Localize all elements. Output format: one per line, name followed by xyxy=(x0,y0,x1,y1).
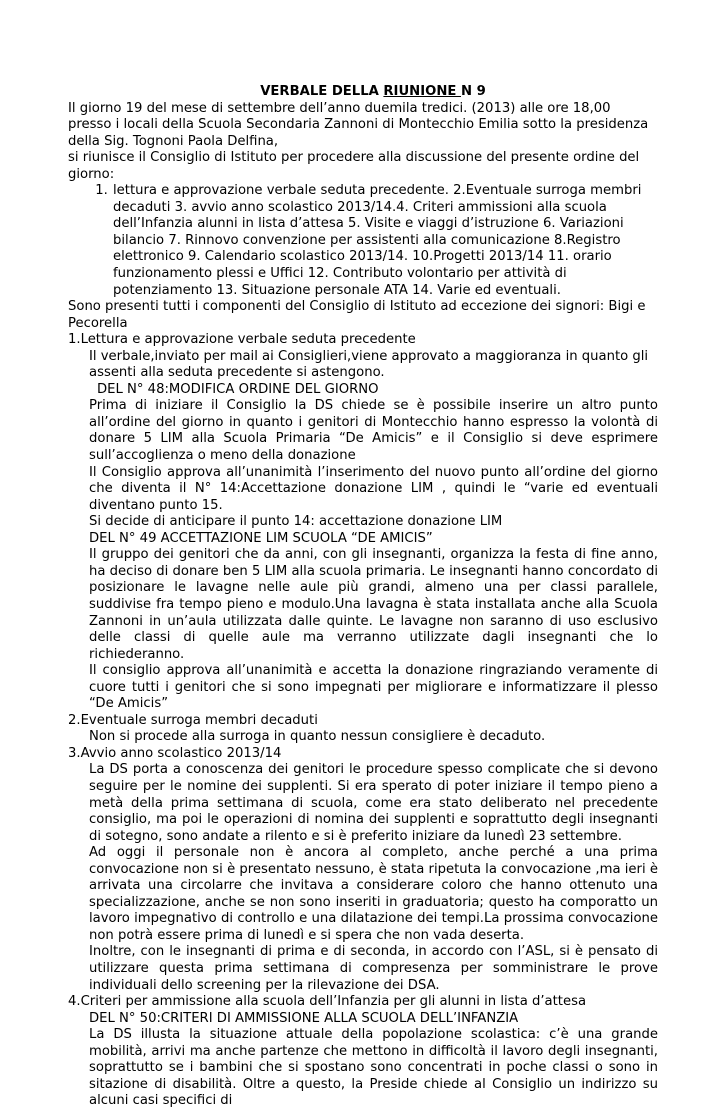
document-page xyxy=(68,84,658,1110)
section-3-heading: 3.Avvio anno scolastico 2013/14 xyxy=(68,745,282,761)
section-1-paragraph: Prima di iniziare il Consiglio la DS chiede se è possibile inserire un altro punto all’ordine del giorno in quanto i genitori di Montecchio hanno espresso la volontà di donare 5 LIM alla Scuola Primaria “De Amicis” e il Consiglio si deve esprimere sull’accoglienza o meno della donazione xyxy=(89,398,658,464)
section-2-heading: 2.Eventuale surroga membri decaduti xyxy=(68,712,318,728)
presenti-paragraph: Sono presenti tutti i componenti del Consiglio di Istituto ad eccezione dei signori: Bigi e Pecorella xyxy=(68,299,646,331)
section-3-paragraph: Ad oggi il personale non è ancora al completo, anche perché a una prima convocazione non si è presentato nessuno, è stata ripetuta la convocazione ,ma ieri è arrivata una circolarre che invitava a considerare coloro che hanno ottenuto una specializzazione, anche se non sono inseriti in graduatoria; questo ha comporatto un lavoro impegnativo di controllo e una dilatazione dei tempi.La prossima convocazione non potrà essere prima di lunedì e si spera che non vada deserta. xyxy=(89,845,658,943)
agenda-item: 1. lettura e approvazione verbale seduta precedente. 2.Eventuale surroga membri decaduti 3. avvio anno scolastico 2013/14.4. Criteri ammissioni alla scuola dell’Infanzia alunni in lista d’attesa 5. Visite e viaggi d’istruzione 6. Variazioni bilancio 7. Rinnovo convenzione per assistenti alla comunicazione 8.Registro elettronico 9. Calendario scolastico 2013/14. 10.Progetti 2013/14 11. orario funzionamento plessi e Uffici 12. Contributo volontario per attività di potenziamento 13. Situazione personale ATA 14. Varie ed eventuali. xyxy=(112,183,658,299)
document-title xyxy=(88,84,658,101)
title-suffix: N 9 xyxy=(460,84,486,99)
section-1-heading: 1.Lettura e approvazione verbale seduta precedente xyxy=(68,332,416,348)
intro-paragraph: Il giorno 19 del mese di settembre dell’anno duemila tredici. (2013) alle ore 18,00 presso i locali della Scuola Secondaria Zannoni di Montecchio Emilia sotto la presidenza della Sig. Tognoni Paola Delfina, xyxy=(68,100,649,149)
section-3-paragraph: Inoltre, con le insegnanti di prima e di seconda, in accordo con l’ASL, si è pensato di utilizzare questa prima settimana di compresenza per somministrare le prove individuali dello screening per la rilevazione dei DSA. xyxy=(89,944,658,993)
title-underlined: RIUNIONE xyxy=(383,84,461,99)
section-3-paragraph: La DS porta a conoscenza dei genitori le procedure spesso complicate che si devono seguire per le nomine dei supplenti. Si era sperato di poter iniziare il tempo pieno a metà della prima settimana di scuola, come era stato deliberato nel precedente consiglio, ma poi le operazioni di nomina dei supplenti e soprattutto degli insegnanti di sotegno, sono andate a rilento e si è preferito iniziare da lunedì 23 settembre. xyxy=(89,762,658,844)
delibera-49-heading: DEL N° 49 ACCETTAZIONE LIM SCUOLA “DE AMICIS” xyxy=(89,530,433,546)
section-2-text: Non si procede alla surroga in quanto nessun consigliere è decaduto. xyxy=(89,729,546,745)
section-4-paragraph: La DS illusta la situazione attuale della popolazione scolastica: c’è una grande mobilità, arrivi ma anche partenze che mettono in difficoltà il lavoro degli insegnanti, soprattutto se i bambini che si spostano sono concentrati in poche classi o sono in sitazione di disabilità. Oltre a questo, la Preside chiede al Consiglio un indirizzo su alcuni casi specifici di xyxy=(89,1027,658,1109)
section-1-paragraph: Il gruppo dei genitori che da anni, con gli insegnanti, organizza la festa di fine anno, ha deciso di donare ben 5 LIM alla scuola primaria. Le insegnanti hanno concordato di posizionare le lavagne nelle aule più grandi, almeno una per classi parallele, suddivise fra tempo pieno e modulo.Una lavagna è stata installata anche alla Scuola Zannoni in un’aula utilizzata dalle quinte. Le lavagne non saranno di uso esclusivo delle classi di quelle aule ma verranno utilizzate dagli insegnanti che lo richiederanno. xyxy=(89,547,658,662)
section-1-paragraph: Il Consiglio approva all’unanimità l’inserimento del nuovo punto all’ordine del giorno che diventa il N° 14:Accettazione donazione LIM , quindi le “varie ed eventuali diventano punto 15. xyxy=(89,464,658,513)
delibera-48-heading: DEL N° 48:MODIFICA ORDINE DEL GIORNO xyxy=(97,381,379,397)
agenda-list xyxy=(68,183,658,299)
delibera-50-heading: DEL N° 50:CRITERI DI AMMISSIONE ALLA SCUOLA DELL’INFANZIA xyxy=(89,1010,519,1026)
section-1-paragraph: Si decide di anticipare il punto 14: accettazione donazione LIM xyxy=(89,514,503,530)
title-prefix: VERBALE DELLA xyxy=(260,84,384,99)
section-1-paragraph: Il consiglio approva all’unanimità e accetta la donazione ringraziando veramente di cuore tutti i genitori che si sono impegnati per migliorare e informatizzare il plesso “De Amicis” xyxy=(89,663,658,712)
riunisce-paragraph: si riunisce il Consiglio di Istituto per procedere alla discussione del presente ordine del giorno: xyxy=(68,150,640,182)
section-4-heading: 4.Criteri per ammissione alla scuola dell’Infanzia per gli alunni in lista d’attesa xyxy=(68,994,587,1010)
section-1-text: Il verbale,inviato per mail ai Consiglieri,viene approvato a maggioranza in quanto gli assenti alla seduta precedente si astengono. xyxy=(89,348,649,381)
